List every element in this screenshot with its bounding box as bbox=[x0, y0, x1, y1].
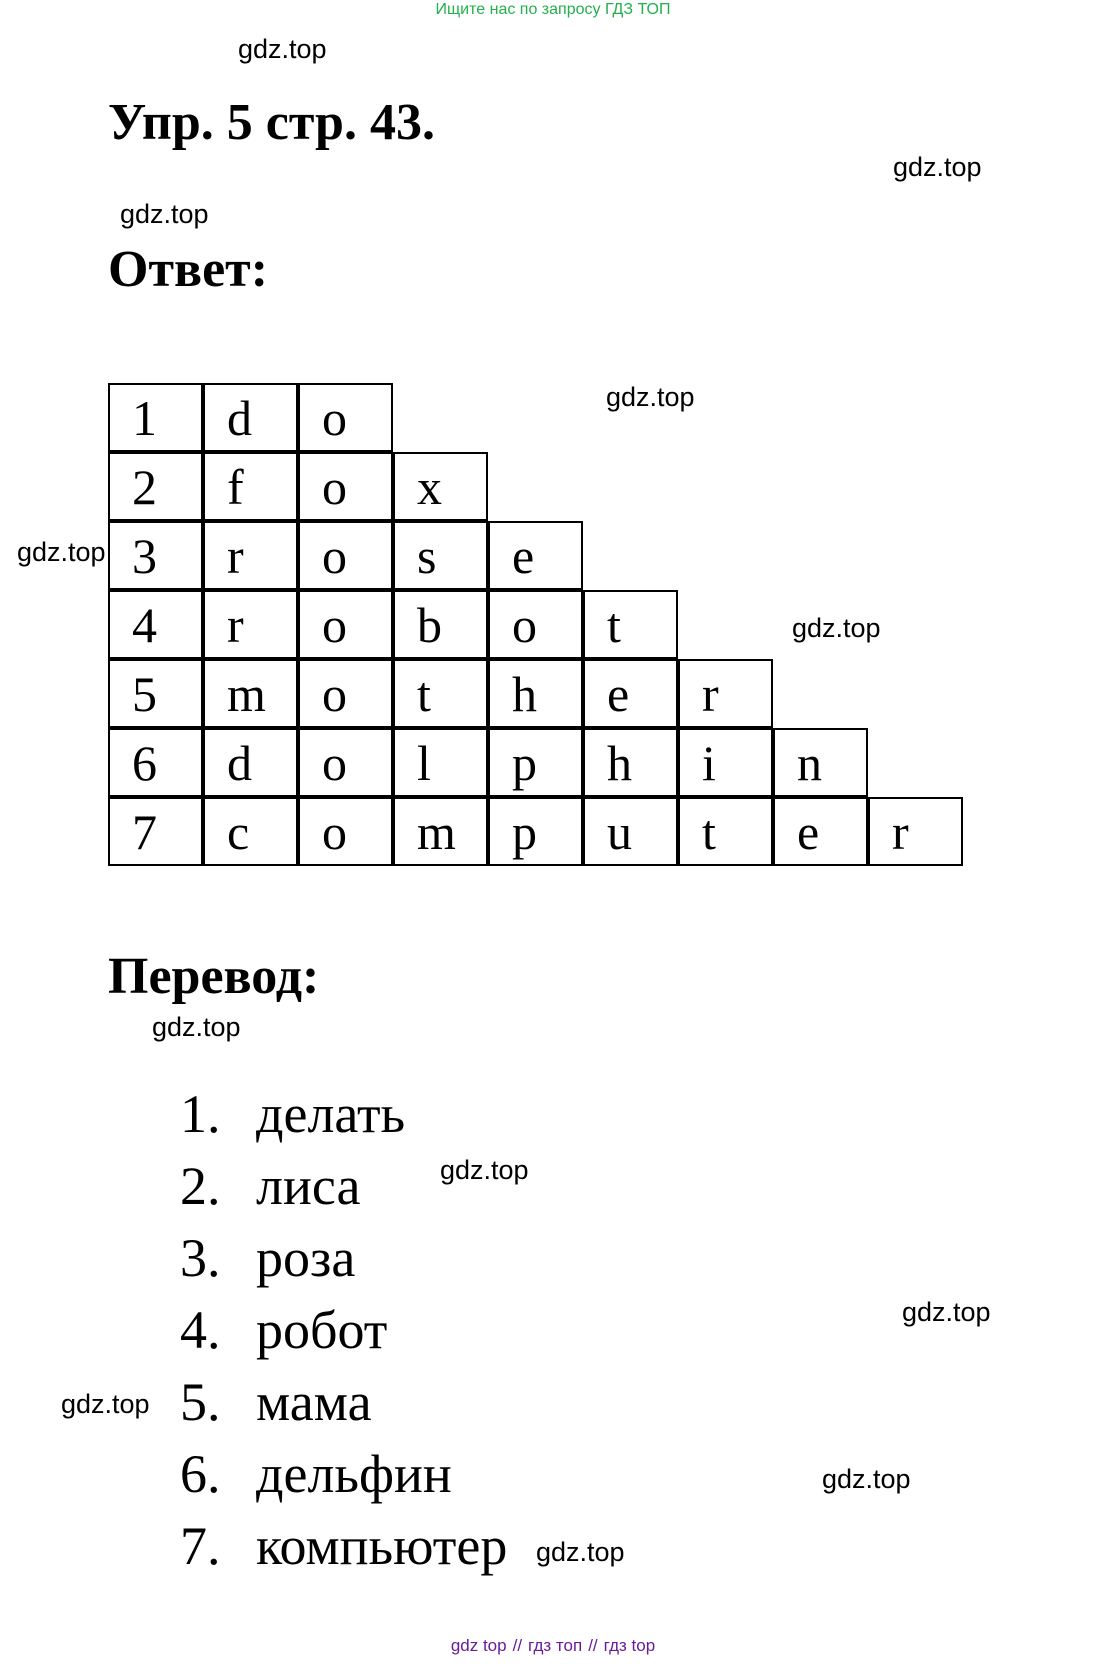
crossword-letter-cell: h bbox=[583, 728, 678, 797]
footer-link[interactable]: gdz top bbox=[450, 1636, 507, 1655]
crossword-letter-cell: o bbox=[298, 521, 393, 590]
crossword-letter-cell: f bbox=[203, 452, 298, 521]
watermark: gdz.top bbox=[606, 382, 695, 412]
translation-word: дельфин bbox=[256, 1444, 452, 1504]
crossword-letter-cell: h bbox=[488, 659, 583, 728]
crossword-letter-cell: o bbox=[298, 452, 393, 521]
crossword-letter-cell: u bbox=[583, 797, 678, 866]
crossword-row-number: 2 bbox=[108, 452, 203, 521]
footer-separator: // bbox=[588, 1636, 598, 1655]
translation-number: 4. bbox=[180, 1300, 221, 1360]
crossword-letter-cell: r bbox=[203, 590, 298, 659]
crossword-letter-cell: o bbox=[298, 659, 393, 728]
translation-number: 5. bbox=[180, 1372, 221, 1432]
watermark: gdz.top bbox=[792, 613, 881, 643]
crossword-row-number: 4 bbox=[108, 590, 203, 659]
exercise-title: Упр. 5 стр. 43. bbox=[108, 94, 435, 151]
footer-links bbox=[0, 1636, 1106, 1656]
crossword-letter-cell: o bbox=[298, 383, 393, 452]
watermark: gdz.top bbox=[893, 152, 982, 182]
crossword-letter-cell: b bbox=[393, 590, 488, 659]
translation-number: 1. bbox=[180, 1084, 221, 1144]
crossword-letter-cell: s bbox=[393, 521, 488, 590]
crossword-letter-cell: e bbox=[773, 797, 868, 866]
crossword-row-number: 5 bbox=[108, 659, 203, 728]
watermark: gdz.top bbox=[238, 34, 327, 64]
footer-separator: // bbox=[512, 1636, 523, 1655]
translation-word: мама bbox=[256, 1372, 372, 1432]
crossword-letter-cell: o bbox=[298, 590, 393, 659]
watermark: gdz.top bbox=[440, 1155, 529, 1185]
crossword-letter-cell: e bbox=[583, 659, 678, 728]
crossword-grid bbox=[108, 383, 968, 867]
crossword-letter-cell: r bbox=[203, 521, 298, 590]
crossword-letter-cell: m bbox=[393, 797, 488, 866]
crossword-letter-cell: t bbox=[583, 590, 678, 659]
top-banner-link[interactable]: Ищите нас по запросу ГДЗ ТОП bbox=[435, 1, 671, 18]
translation-number: 3. bbox=[180, 1228, 221, 1288]
crossword-letter-cell: o bbox=[298, 797, 393, 866]
crossword-letter-cell: t bbox=[678, 797, 773, 866]
crossword-letter-cell: l bbox=[393, 728, 488, 797]
footer-link[interactable]: гдз top bbox=[603, 1636, 656, 1655]
translation-word: лиса bbox=[256, 1156, 361, 1216]
crossword-letter-cell: t bbox=[393, 659, 488, 728]
footer-link[interactable]: гдз топ bbox=[528, 1636, 583, 1655]
answer-heading: Ответ: bbox=[108, 241, 269, 298]
crossword-letter-cell: r bbox=[678, 659, 773, 728]
watermark: gdz.top bbox=[822, 1464, 911, 1494]
crossword-letter-cell: m bbox=[203, 659, 298, 728]
translation-word: робот bbox=[256, 1300, 388, 1360]
crossword-letter-cell: d bbox=[203, 728, 298, 797]
watermark: gdz.top bbox=[152, 1012, 241, 1042]
translation-number: 7. bbox=[180, 1516, 221, 1576]
crossword-letter-cell: p bbox=[488, 797, 583, 866]
watermark: gdz.top bbox=[902, 1297, 991, 1327]
crossword-row-number: 3 bbox=[108, 521, 203, 590]
translation-word: делать bbox=[256, 1084, 406, 1144]
translation-word: компьютер bbox=[256, 1516, 508, 1576]
watermark: gdz.top bbox=[17, 537, 106, 567]
crossword-letter-cell: x bbox=[393, 452, 488, 521]
crossword-letter-cell: o bbox=[298, 728, 393, 797]
crossword-letter-cell: e bbox=[488, 521, 583, 590]
crossword-row-number: 7 bbox=[108, 797, 203, 866]
crossword-row-number: 1 bbox=[108, 383, 203, 452]
crossword-letter-cell: r bbox=[868, 797, 963, 866]
crossword-letter-cell: o bbox=[488, 590, 583, 659]
crossword-letter-cell: i bbox=[678, 728, 773, 797]
translation-number: 2. bbox=[180, 1156, 221, 1216]
watermark: gdz.top bbox=[61, 1389, 150, 1419]
watermark: gdz.top bbox=[120, 199, 209, 229]
translation-number: 6. bbox=[180, 1444, 221, 1504]
crossword-row-number: 6 bbox=[108, 728, 203, 797]
watermark: gdz.top bbox=[536, 1537, 625, 1567]
crossword-letter-cell: c bbox=[203, 797, 298, 866]
crossword-letter-cell: n bbox=[773, 728, 868, 797]
crossword-letter-cell: d bbox=[203, 383, 298, 452]
crossword-letter-cell: p bbox=[488, 728, 583, 797]
translation-word: роза bbox=[256, 1228, 356, 1288]
translation-heading: Перевод: bbox=[108, 948, 320, 1005]
